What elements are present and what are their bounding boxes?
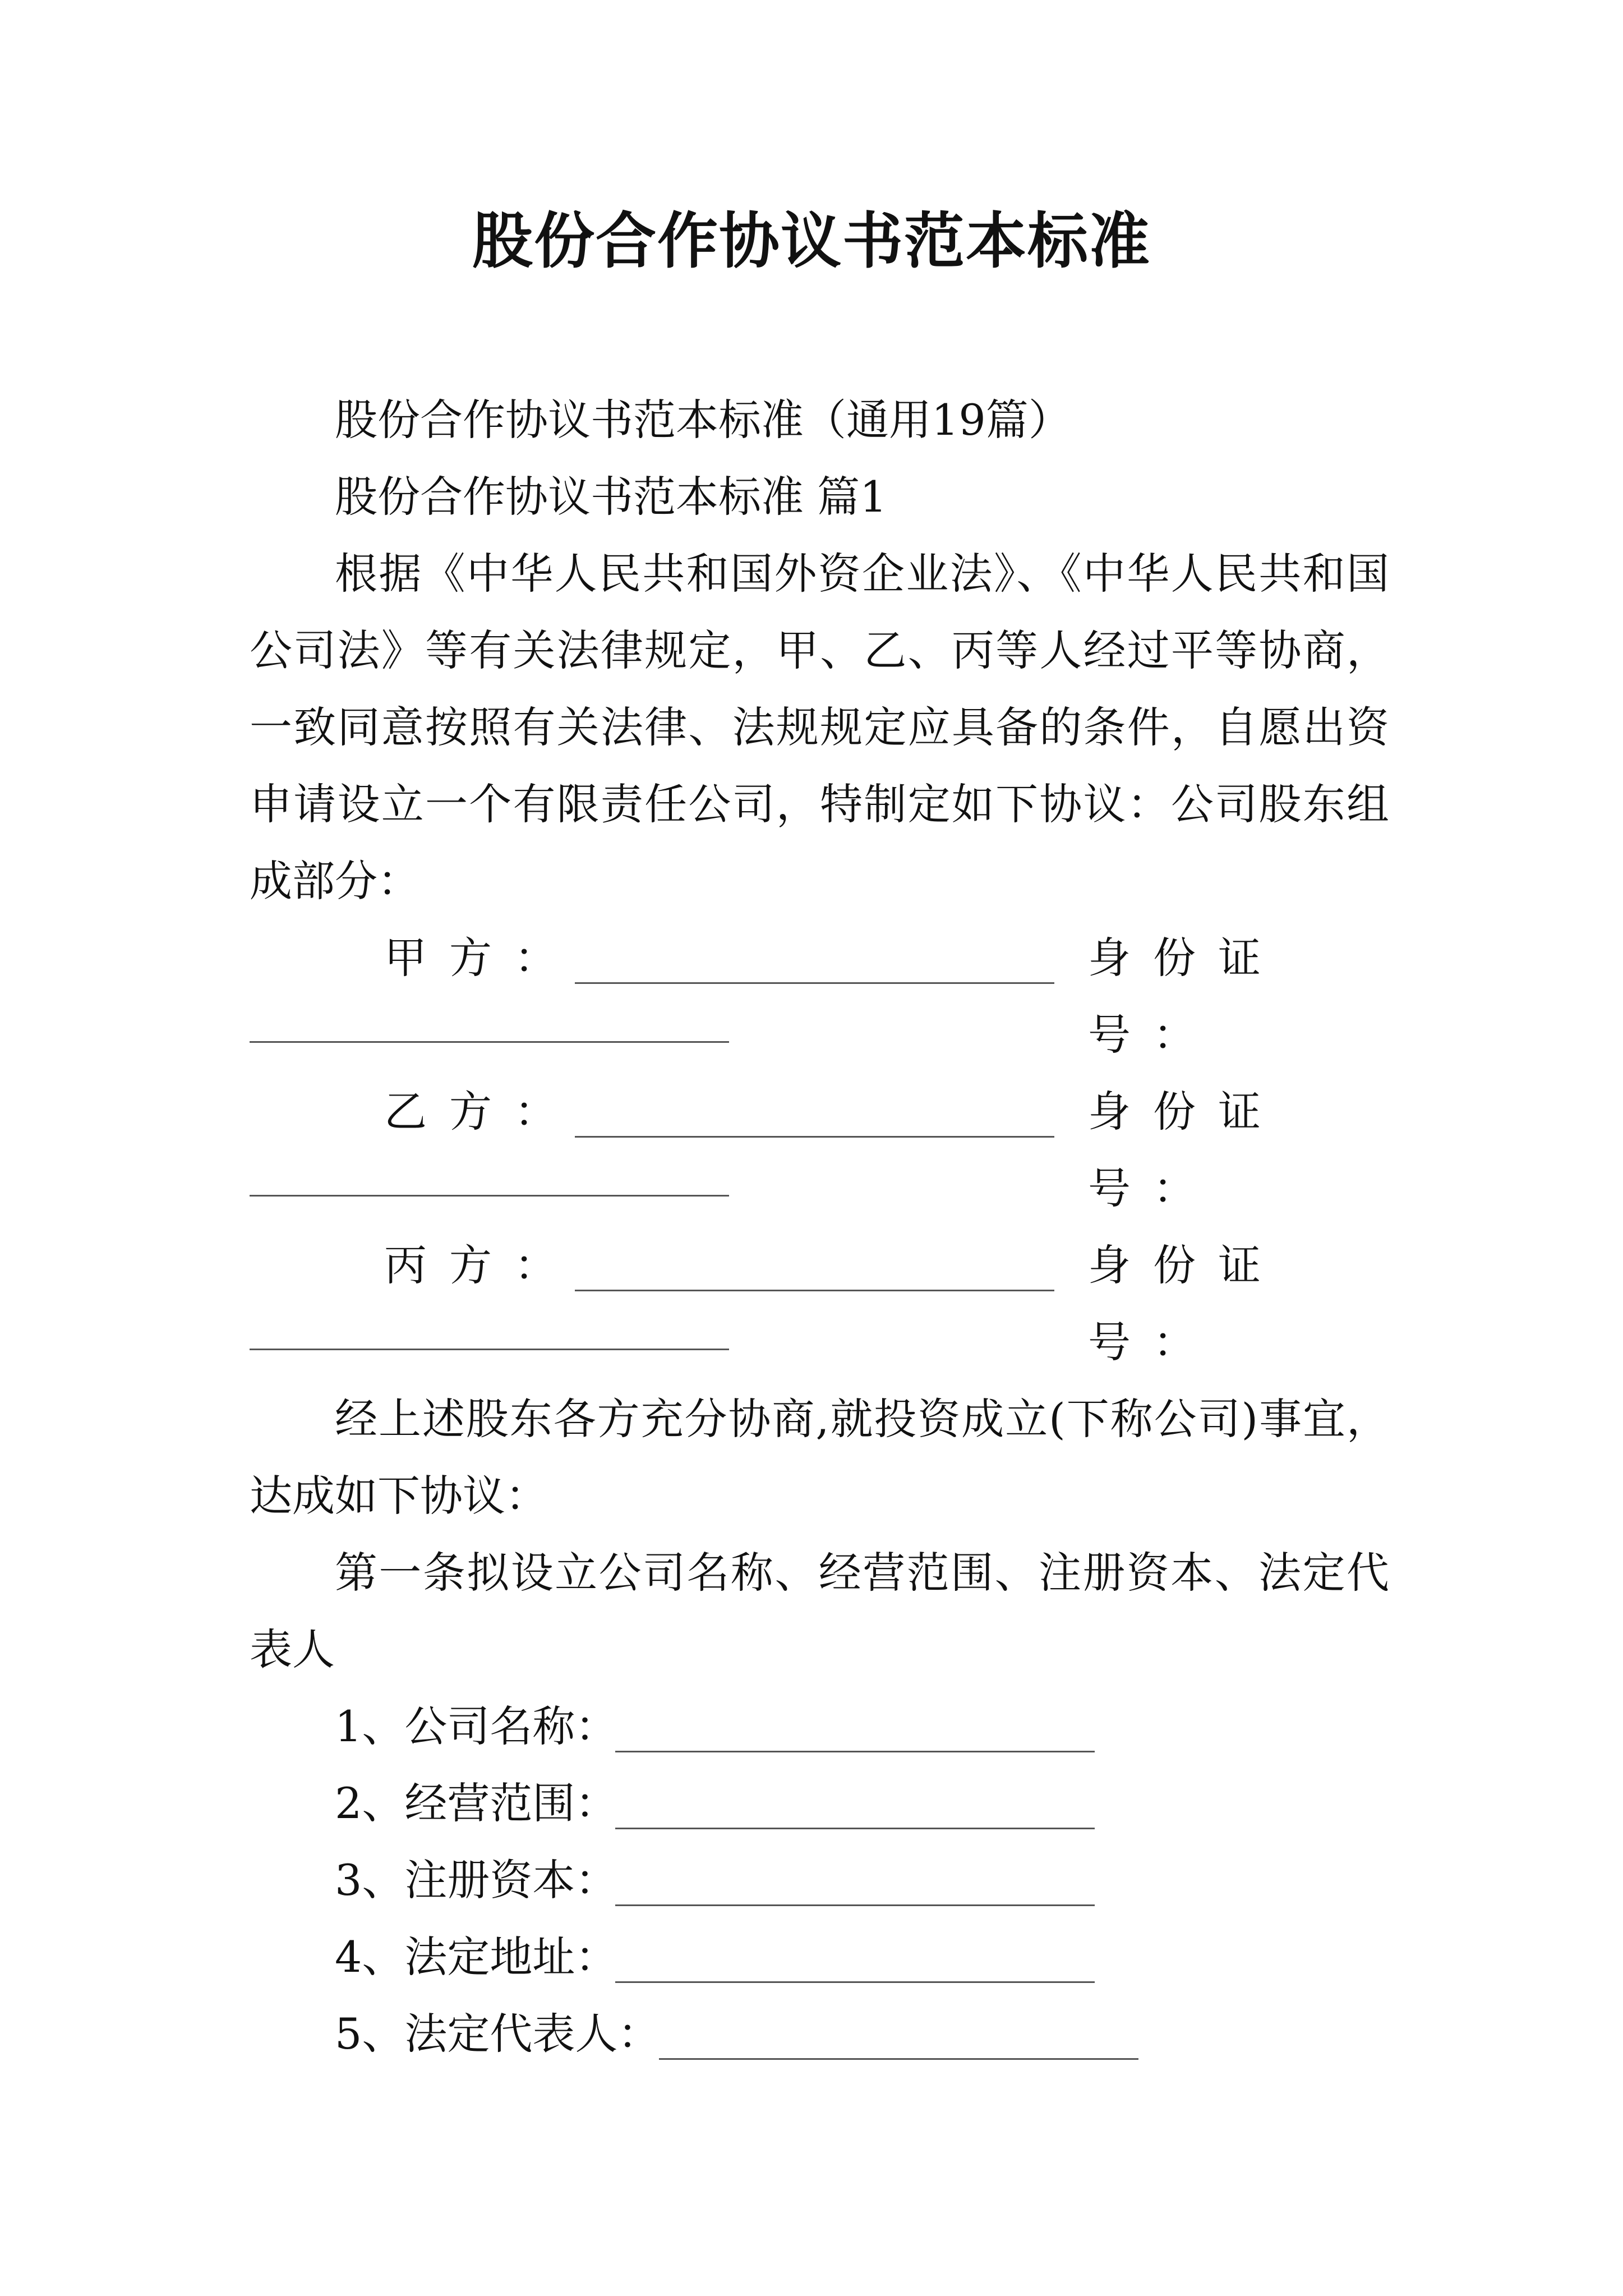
party-b-id-label: 身份证号： — [1088, 1087, 1283, 1213]
item-legal-address-label: 4、法定地址： — [335, 1932, 618, 1982]
party-a-id-row — [250, 996, 1389, 1073]
item-business-scope-blank[interactable] — [615, 1828, 1095, 1829]
subtitle: 股份合作协议书范本标准（通用19篇） — [335, 395, 1071, 445]
party-b-row — [250, 1073, 1389, 1213]
party-a-label: 甲方： — [384, 933, 579, 983]
party-b-id-row — [250, 1150, 1389, 1227]
item-legal-representative-blank[interactable] — [659, 2058, 1138, 2060]
item-registered-capital-label: 3、注册资本： — [335, 1855, 618, 1905]
agreement-paragraph: 经上述股东各方充分协商,就投资成立(下称公司)事宜，达成如下协议： — [250, 1394, 1389, 1521]
party-b-name-blank[interactable] — [575, 1136, 1054, 1138]
item-business-scope-row — [250, 1765, 1389, 1842]
item-company-name-row — [250, 1688, 1389, 1765]
item-company-name-label: 1、公司名称： — [335, 1701, 618, 1751]
party-c-id-blank[interactable] — [250, 1349, 729, 1350]
party-a-name-blank[interactable] — [575, 982, 1054, 984]
section-heading: 股份合作协议书范本标准 篇1 — [335, 472, 887, 522]
item-company-name-blank[interactable] — [615, 1751, 1095, 1752]
party-c-label: 丙方： — [384, 1240, 579, 1290]
party-a-row — [250, 919, 1389, 1060]
intro-paragraph: 根据《中华人民共和国外资企业法》、《中华人民共和国公司法》等有关法律规定，甲、乙、丙等人经过平等协商，一致同意按照有关法律、法规规定应具备的条件，自愿出资申请设立一个有限责任公司，特制定如下协议：公司股东组成部分： — [250, 549, 1389, 906]
document-title: 股份合作协议书范本标准 — [472, 206, 1151, 277]
item-registered-capital-blank[interactable] — [615, 1904, 1095, 1906]
article-one: 第一条拟设立公司名称、经营范围、注册资本、法定代表人 — [250, 1548, 1389, 1674]
party-a-id-blank[interactable] — [250, 1041, 729, 1043]
party-c-row — [250, 1227, 1389, 1367]
party-b-label: 乙方： — [384, 1087, 579, 1137]
item-legal-address-blank[interactable] — [615, 1981, 1095, 1983]
party-a-id-label: 身份证号： — [1088, 933, 1283, 1060]
item-legal-address-row — [250, 1918, 1389, 1995]
item-legal-representative-row — [250, 1995, 1389, 2072]
item-legal-representative-label: 5、法定代表人： — [335, 2009, 661, 2059]
item-business-scope-label: 2、经营范围： — [335, 1778, 618, 1828]
party-c-id-label: 身份证号： — [1088, 1240, 1283, 1367]
item-registered-capital-row — [250, 1842, 1389, 1918]
party-c-name-blank[interactable] — [575, 1290, 1054, 1291]
party-c-id-row — [250, 1304, 1389, 1381]
party-b-id-blank[interactable] — [250, 1195, 729, 1197]
document-body — [250, 381, 1389, 2072]
